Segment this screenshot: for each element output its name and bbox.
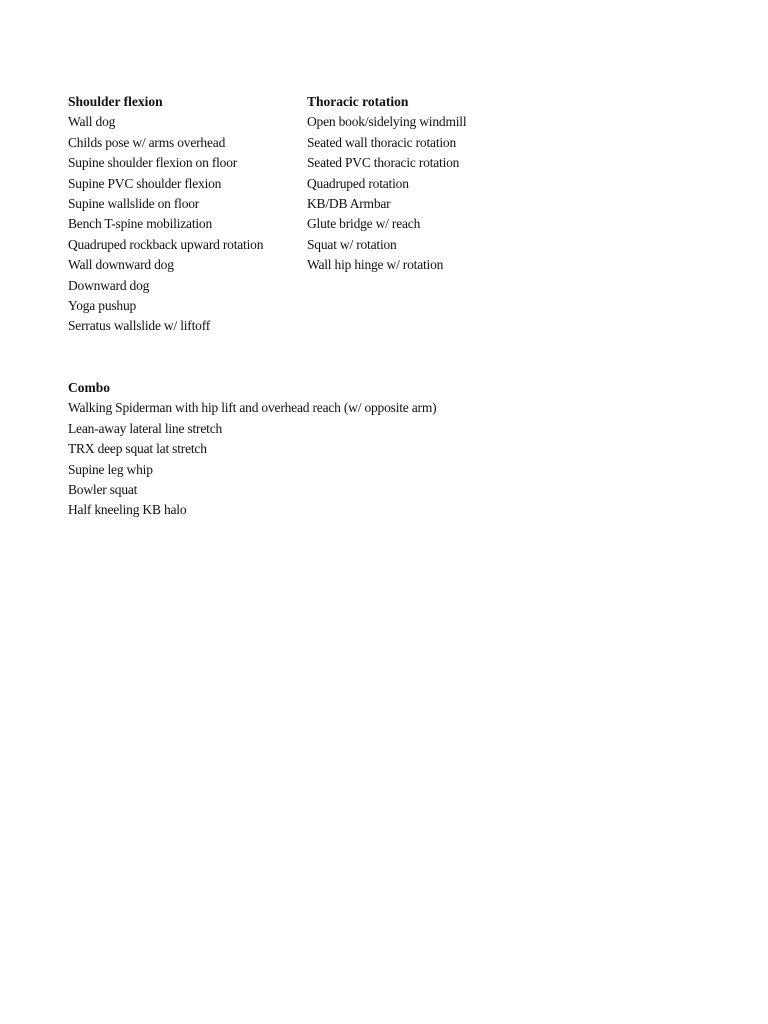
list-item: Wall hip hinge w/ rotation <box>307 257 444 273</box>
list-item: Open book/sidelying windmill <box>307 114 467 130</box>
thoracic-rotation-list <box>307 112 547 275</box>
list-item: Quadruped rockback upward rotation <box>68 236 264 252</box>
shoulder-flexion-heading: Shoulder flexion <box>68 94 163 109</box>
list-item: Half kneeling KB halo <box>68 502 187 518</box>
list-item: Childs pose w/ arms overhead <box>68 134 226 150</box>
list-item: Walking Spiderman with hip lift and overhead reach (w/ opposite arm) <box>68 400 437 416</box>
list-item: Bowler squat <box>68 482 138 498</box>
combo-heading: Combo <box>68 380 111 395</box>
list-item: Supine wallslide on floor <box>68 196 200 212</box>
list-item: Lean-away lateral line stretch <box>68 420 223 436</box>
list-item: Seated PVC thoracic rotation <box>307 155 460 171</box>
thoracic-rotation-section <box>307 92 547 276</box>
list-item: Quadruped rotation <box>307 175 409 191</box>
list-item: Squat w/ rotation <box>307 236 397 252</box>
list-item: Supine leg whip <box>68 461 153 477</box>
list-item: Serratus wallslide w/ liftoff <box>68 318 211 334</box>
list-item: Seated wall thoracic rotation <box>307 134 457 150</box>
shoulder-flexion-list <box>68 112 304 336</box>
list-item: Bench T-spine mobilization <box>68 216 213 232</box>
combo-section <box>68 378 708 521</box>
list-item: Yoga pushup <box>68 298 137 314</box>
list-item: Wall dog <box>68 114 116 130</box>
list-item: TRX deep squat lat stretch <box>68 441 207 457</box>
list-item: KB/DB Armbar <box>307 196 391 212</box>
list-item: Glute bridge w/ reach <box>307 216 421 232</box>
list-item: Wall downward dog <box>68 257 174 273</box>
list-item: Downward dog <box>68 277 150 293</box>
thoracic-rotation-heading: Thoracic rotation <box>307 94 409 109</box>
shoulder-flexion-section <box>68 92 304 337</box>
combo-list <box>68 398 708 520</box>
list-item: Supine shoulder flexion on floor <box>68 155 238 171</box>
list-item: Supine PVC shoulder flexion <box>68 175 222 191</box>
